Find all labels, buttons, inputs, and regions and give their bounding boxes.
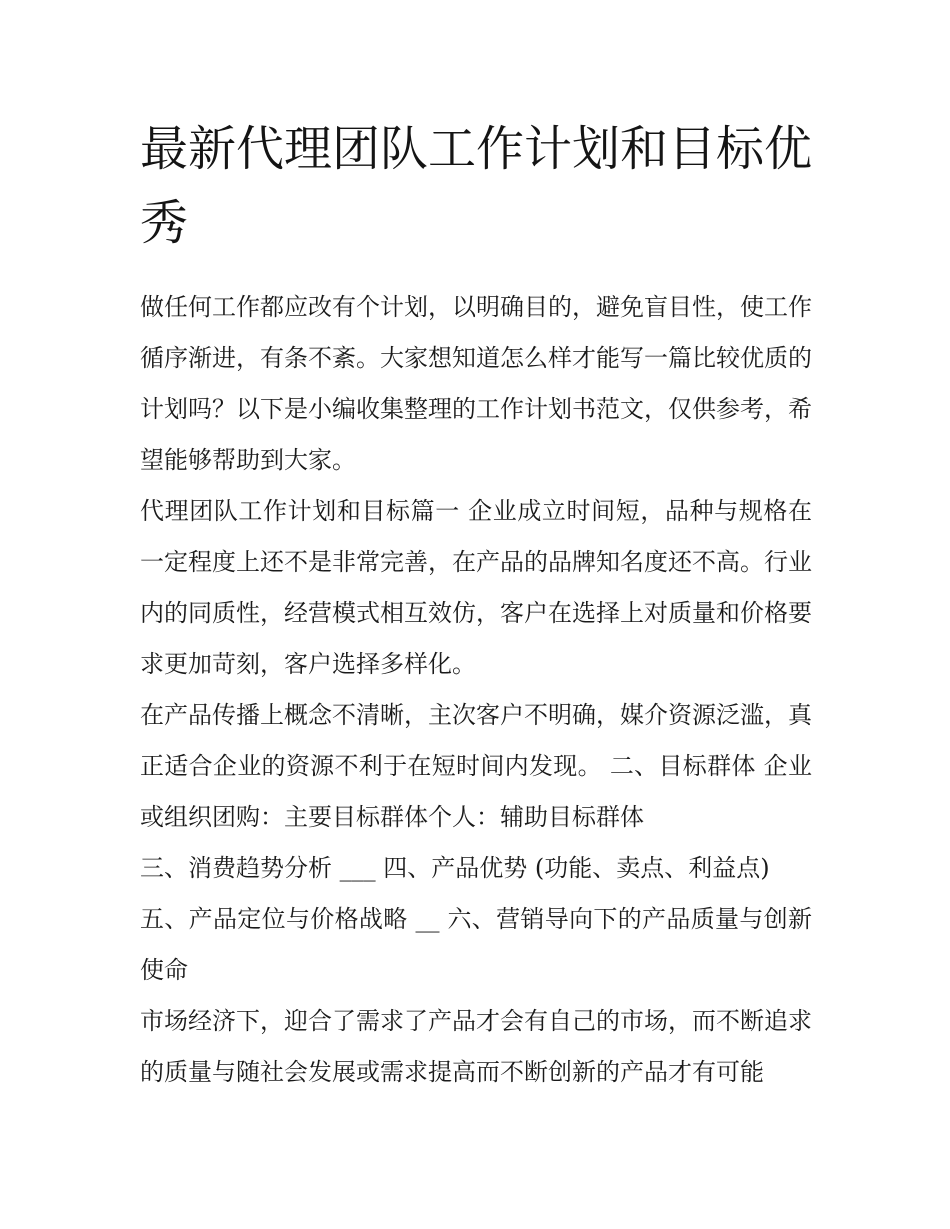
paragraph-target-group: 在产品传播上概念不清晰，主次客户不明确，媒介资源泛滥，真正适合企业的资源不利于在短时间内发现。 二、目标群体 企业或组织团购：主要目标群体个人：辅助目标群体 (140, 701, 812, 831)
document-title: 最新代理团队工作计划和目标优秀 (140, 121, 813, 251)
document-body (140, 112, 812, 1098)
paragraph-consumption-trend: 三、消费趋势分析 ___ 四、产品优势 (功能、卖点、利益点) (140, 854, 770, 882)
paragraph-intro: 做任何工作都应改有个计划，以明确目的，避免盲目性，使工作循序渐进，有条不紊。大家想知道怎么样才能写一篇比较优质的计划吗？以下是小编收集整理的工作计划书范文，仅供参考，希望能够帮助到大家。 (140, 293, 812, 474)
paragraph-market-economy: 市场经济下，迎合了需求了产品才会有自己的市场，而不断追求的质量与随社会发展或需求提高而不断创新的产品才有可能 (140, 1007, 812, 1086)
paragraph-section-one: 代理团队工作计划和目标篇一 企业成立时间短，品种与规格在一定程度上还不是非常完善，在产品的品牌知名度还不高。行业内的同质性，经营模式相互效仿，客户在选择上对质量和价格要求更加苛刻，客户选择多样化。 (140, 497, 812, 678)
paragraph-product-positioning: 五、产品定位与价格战略 __ 六、营销导向下的产品质量与创新使命 (140, 905, 812, 984)
